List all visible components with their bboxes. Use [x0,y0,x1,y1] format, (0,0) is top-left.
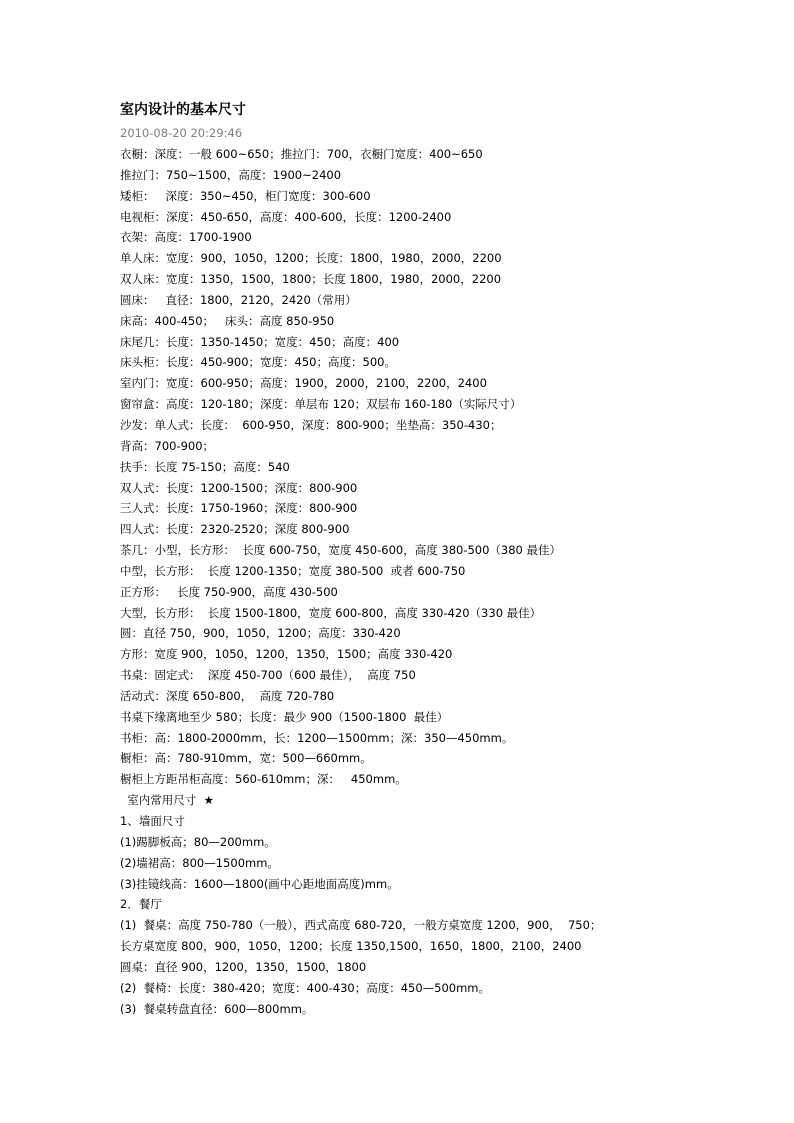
content-line: 书桌：固定式： 深度 450-700（600 最佳）， 高度 750 [120,668,416,683]
content-line: (2) 餐椅：长度：380-420；宽度：400-430；高度：450—500mm。 [120,980,491,995]
content-line: (1)踢脚板高；80—200mm。 [120,834,276,849]
content-line: 床尾几：长度：1350-1450；宽度：450；高度：400 [120,334,400,349]
content-line: 双人式：长度：1200-1500；深度：800-900 [120,480,358,495]
content-line: 背高：700-900； [120,438,215,453]
content-line: 橱柜：高：780-910mm，宽：500—660mm。 [120,751,372,766]
content-line: 衣架：高度：1700-1900 [120,230,252,245]
content-line: (3)挂镜线高：1600—1800(画中心距地面高度)mm。 [120,876,399,891]
content-line: 床高：400-450； 床头：高度 850-950 [120,313,335,328]
content-line: 扶手：长度 75-150；高度：540 [120,459,290,474]
content-line: 圆：直径 750，900，1050，1200；高度：330-420 [120,626,401,641]
content-line: 橱柜上方距吊柜高度：560-610mm；深： 450mm。 [120,772,407,787]
document-date: 2010-08-20 20:29:46 [120,126,243,140]
content-line: 矮柜： 深度：350~450，柜门宽度：300-600 [120,188,371,203]
content-line: 书桌下缘离地至少 580；长度：最少 900（1500-1800 最佳） [120,709,449,724]
content-line: 沙发：单人式：长度： 600-950，深度：800-900；坐垫高：350-430； [120,417,502,432]
content-line: 推拉门：750~1500，高度：1900~2400 [120,167,342,182]
content-line: 大型，长方形： 长度 1500-1800，宽度 600-800，高度 330-420（330 最佳） [120,605,542,620]
content-line: (1) 餐桌：高度 750-780（一般），西式高度 680-720，一般方桌宽度 1200，900， 750； [120,918,602,933]
content-line: 活动式：深度 650-800， 高度 720-780 [120,688,335,703]
content-line: 茶几：小型，长方形： 长度 600-750，宽度 450-600，高度 380-500（380 最佳） [120,543,562,558]
content-line: 中型，长方形： 长度 1200-1350；宽度 380-500 或者 600-750 [120,563,466,578]
content-line: 圆桌：直径 900，1200，1350，1500，1800 [120,959,367,974]
document-page [120,100,760,1019]
content-line: 2．餐厅 [120,897,162,912]
content-line: 三人式：长度：1750-1960；深度：800-900 [120,501,358,516]
content-line: 正方形： 长度 750-900，高度 430-500 [120,584,338,599]
content-line: 室内常用尺寸 ★ [120,793,214,808]
content-line: 四人式：长度：2320-2520；深度 800-900 [120,522,350,537]
content-line: (2)墙裙高：800—1500mm。 [120,855,279,870]
document-title: 室内设计的基本尺寸 [120,102,246,118]
content-line: 衣橱：深度：一般 600~650；推拉门：700，衣橱门宽度：400~650 [120,147,483,161]
content-line: 圆床： 直径：1800，2120，2420（常用） [120,292,357,307]
content-line: 窗帘盒：高度：120-180；深度：单层布 120；双层布 160-180（实际尺寸） [120,397,522,412]
content-line: 方形：宽度 900，1050，1200，1350，1500；高度 330-420 [120,647,453,662]
content-line: 1、墙面尺寸 [120,814,185,828]
content-line: 室内门：宽度：600-950；高度：1900，2000，2100，2200，2400 [120,376,487,391]
content-line: 电视柜：深度：450-650，高度：400-600，长度：1200-2400 [120,209,452,224]
content-line: (3) 餐桌转盘直径：600—800mm。 [120,1001,314,1016]
content-line: 双人床：宽度：1350，1500，1800；长度 1800，1980，2000，2200 [120,272,502,287]
content-line: 长方桌宽度 800，900，1050，1200；长度 1350,1500，1650，1800，2100，2400 [120,939,582,954]
content-lines [120,144,760,1019]
content-line: 床头柜：长度：450-900；宽度：450；高度：500。 [120,355,396,370]
content-line: 单人床：宽度：900，1050，1200；长度：1800，1980，2000，2200 [120,251,502,266]
content-line: 书柜：高：1800-2000mm，长：1200—1500mm；深：350—450mm。 [120,730,514,745]
